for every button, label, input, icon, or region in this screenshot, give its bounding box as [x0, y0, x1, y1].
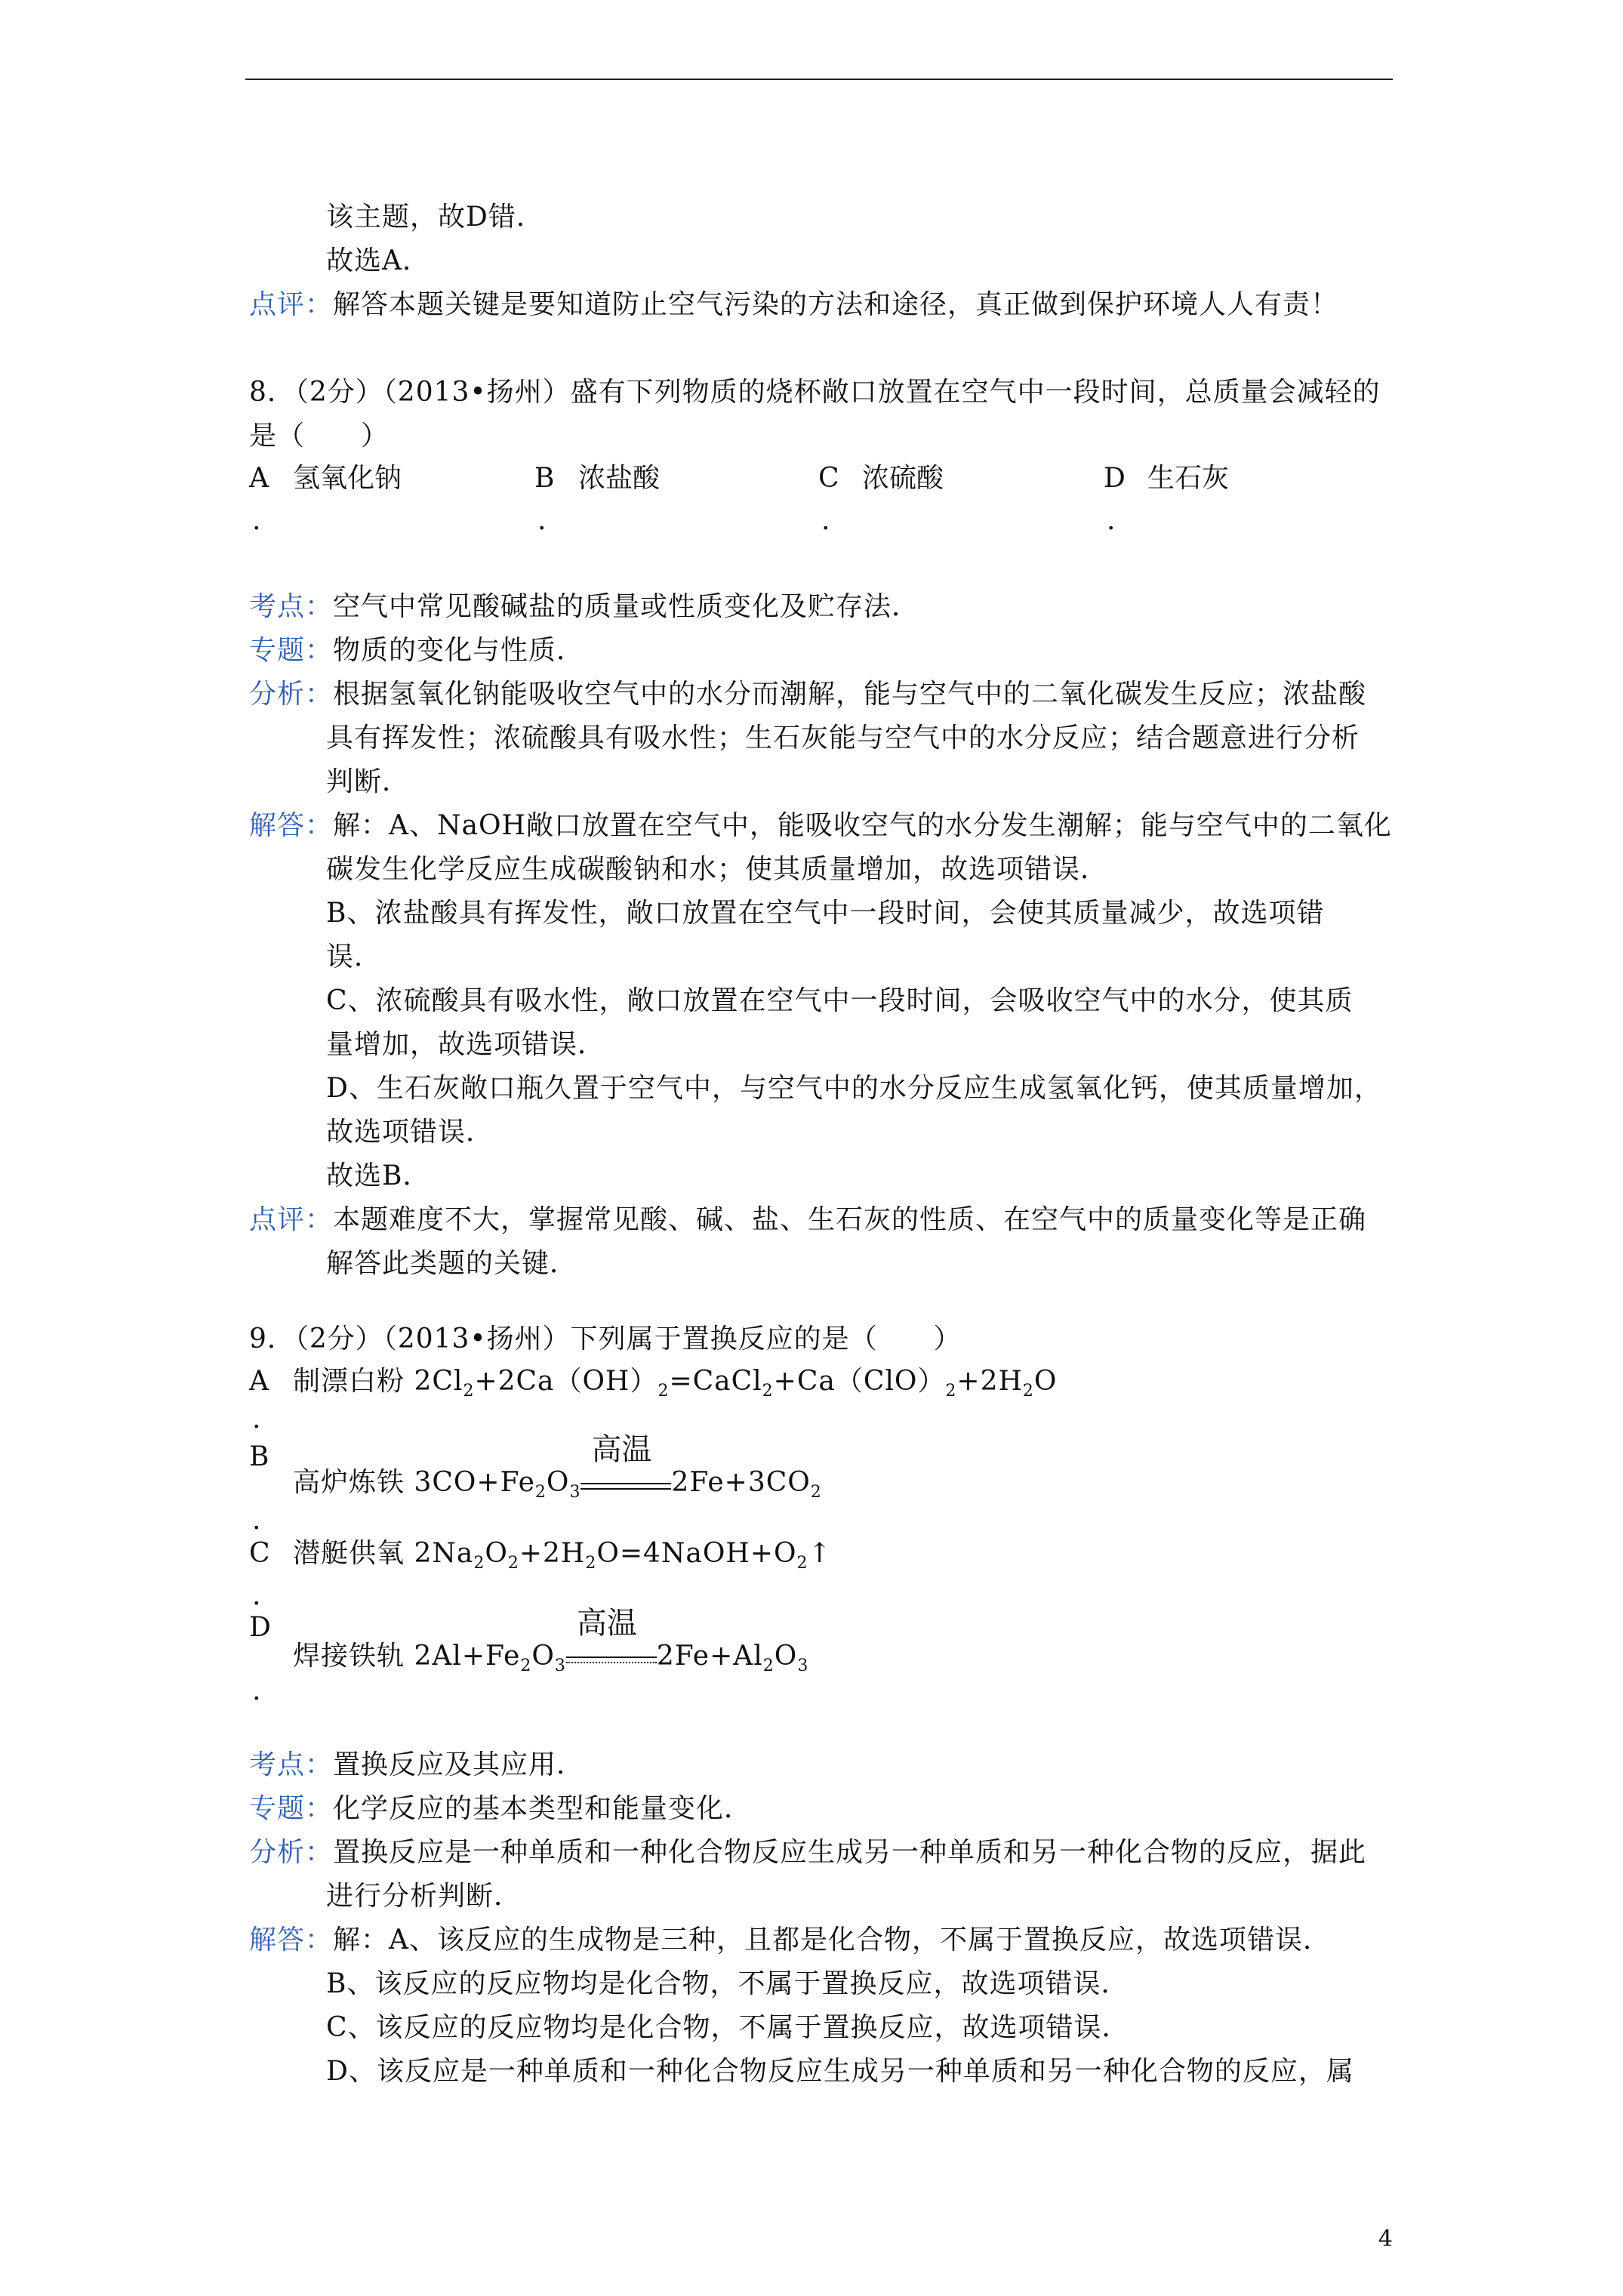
equation-d: $2Al+Fe_2O_3$ 高温 $2Fe+Al_2O_3$	[414, 1606, 809, 1675]
q9-stem: 9．（2分）（2013•扬州）下列属于置换反应的是（ ）	[249, 1324, 962, 1354]
q8-kaodian	[249, 590, 919, 624]
high-temperature-sign-b: 高温	[581, 1466, 671, 1499]
q9-option-d-text: 焊接铁轨	[293, 1641, 405, 1672]
equation-b: $3CO+Fe_2O_3$ 高温 $2Fe+3CO_2$	[414, 1432, 822, 1502]
jieda-label: 解答：	[249, 810, 334, 841]
q9-option-b-dot: .	[252, 1505, 261, 1536]
dianping-label: 点评：	[249, 1204, 334, 1235]
q8-option-d-text: 生石灰	[1147, 463, 1230, 494]
q8-option-b-letter: B	[534, 463, 555, 494]
q8-fenxi-line-3: 判断．	[326, 766, 411, 797]
dianping-line-1: 本题难度不大，掌握常见酸、碱、盐、生石灰的性质、在空气中的质量变化等是正确	[333, 1204, 1367, 1235]
q9-kaodian	[249, 1749, 584, 1782]
zhuanti-text: 物质的变化与性质．	[333, 635, 585, 666]
q9-kaodian-text: 置换反应及其应用．	[333, 1749, 585, 1780]
q9-zhuanti-text: 化学反应的基本类型和能量变化．	[333, 1793, 753, 1824]
q9-option-c-dot: .	[252, 1580, 261, 1611]
q8-jieda-line-2: 碳发生化学反应生成碳酸钠和水；使其质量增加，故选项错误．	[326, 854, 1109, 885]
q8-zhuanti	[249, 634, 584, 667]
q9-option-b-letter: B	[249, 1441, 269, 1472]
q9-jieda-label: 解答：	[249, 1925, 334, 1955]
q9-fenxi-label: 分析：	[249, 1837, 334, 1868]
q8-jieda-line-5: C、浓硫酸具有吸水性，敞口放置在空气中一段时间，会吸收空气中的水分，使其质	[326, 985, 1354, 1016]
q9-option-b	[293, 1432, 822, 1502]
q9-jieda-line-2: B、该反应的反应物均是化合物，不属于置换反应，故选项错误．	[326, 1968, 1129, 1999]
zhuanti-label: 专题：	[249, 635, 334, 666]
q8-jieda-line-8: 故选项错误．	[326, 1117, 494, 1148]
jieda-line-1: 解：A、NaOH敞口放置在空气中，能吸收空气的水分发生潮解；能与空气中的二氧化	[333, 810, 1392, 841]
q8-dianping-line-2: 解答此类题的关键．	[326, 1248, 578, 1279]
q8-option-b-text: 浓盐酸	[578, 463, 661, 494]
q8-fenxi-line-2: 具有挥发性；浓硫酸具有吸水性；生石灰能与空气中的水分反应；结合题意进行分析	[326, 723, 1360, 754]
q9-option-a-text: 制漂白粉	[293, 1366, 405, 1397]
q8-option-a-text: 氢氧化钠	[293, 463, 402, 494]
prev-review	[249, 288, 1338, 322]
prev-line-2: 故选A．	[326, 245, 430, 276]
prev-line-1: 该主题，故D错．	[326, 202, 544, 233]
high-temperature-sign-d: 高温	[566, 1640, 657, 1673]
q9-fenxi-line-2: 进行分析判断．	[326, 1881, 522, 1912]
review-text: 解答本题关键是要知道防止空气污染的方法和途径，真正做到保护环境人人有责！	[333, 289, 1339, 320]
q9-option-b-text: 高炉炼铁	[293, 1467, 405, 1498]
q9-option-a-dot: .	[252, 1404, 261, 1435]
q8-option-d-dot: .	[1107, 505, 1116, 536]
q8-option-a-dot: .	[252, 505, 261, 536]
q9-option-a-letter: A	[249, 1366, 269, 1397]
q8-dianping	[249, 1203, 1366, 1237]
q9-zhuanti	[249, 1792, 752, 1826]
q9-option-d-dot: .	[252, 1675, 261, 1706]
q9-option-c	[293, 1537, 832, 1573]
q9-jieda-line-3: C、该反应的反应物均是化合物，不属于置换反应，故选项错误．	[326, 2012, 1130, 2043]
q8-option-b-dot: .	[537, 505, 547, 536]
q9-jieda-line-1: 解：A、该反应的生成物是三种，且都是化合物，不属于置换反应，故选项错误．	[333, 1925, 1332, 1955]
fenxi-line-1: 根据氢氧化钠能吸收空气中的水分而潮解，能与空气中的二氧化碳发生反应；浓盐酸	[333, 679, 1367, 710]
kaodian-text: 空气中常见酸碱盐的质量或性质变化及贮存法．	[333, 591, 920, 622]
q8-option-c-dot: .	[821, 505, 830, 536]
equation-c: $2Na_2O_2+2H_2O=4NaOH+O_2↑$	[414, 1538, 832, 1573]
q8-jieda-line-7: D、生石灰敞口瓶久置于空气中，与空气中的水分反应生成氢氧化钙，使其质量增加，	[326, 1073, 1382, 1104]
q8-option-d-letter: D	[1104, 463, 1126, 494]
fenxi-label: 分析：	[249, 679, 334, 710]
q8-fenxi	[249, 678, 1366, 711]
q9-option-d	[293, 1606, 809, 1675]
q8-stem-1: 8．（2分）（2013•扬州）盛有下列物质的烧杯敞口放置在空气中一段时间，总质量会减轻的	[249, 377, 1381, 408]
q9-jieda	[249, 1924, 1331, 1957]
q8-option-c-letter: C	[818, 463, 839, 494]
q9-jieda-line-4: D、该反应是一种单质和一种化合物反应生成另一种单质和另一种化合物的反应，属	[326, 2056, 1354, 2087]
q9-fenxi	[249, 1836, 1366, 1869]
q9-option-c-letter: C	[249, 1538, 270, 1569]
q8-option-a-letter: A	[249, 463, 269, 494]
q8-option-c-text: 浓硫酸	[862, 463, 944, 494]
q8-jieda	[249, 809, 1392, 843]
header-rule	[245, 79, 1393, 80]
review-label: 点评：	[249, 289, 334, 320]
kaodian-label: 考点：	[249, 591, 334, 622]
q9-zhuanti-label: 专题：	[249, 1793, 334, 1824]
equation-a: $2Cl_2+2Ca(OH)_2=CaCl_2+Ca(ClO)_2+2H_2O$	[414, 1366, 1058, 1401]
q8-jieda-line-3: B、浓盐酸具有挥发性，敞口放置在空气中一段时间，会使其质量减少，故选项错	[326, 898, 1325, 929]
page-number: 4	[1378, 2226, 1393, 2252]
q8-jieda-line-4: 误．	[326, 942, 383, 972]
q8-jieda-line-9: 故选B．	[326, 1160, 431, 1191]
q8-jieda-line-6: 量增加，故选项错误．	[326, 1029, 606, 1060]
q9-option-a	[293, 1365, 1058, 1401]
q8-stem-2: 是（ ）	[249, 421, 390, 451]
q9-kaodian-label: 考点：	[249, 1749, 334, 1780]
q9-fenxi-line-1: 置换反应是一种单质和一种化合物反应生成另一种单质和另一种化合物的反应，据此	[333, 1837, 1367, 1868]
q9-option-d-letter: D	[249, 1612, 271, 1643]
q9-option-c-text: 潜艇供氧	[293, 1538, 405, 1569]
up-arrow-icon: ↑	[808, 1538, 832, 1569]
